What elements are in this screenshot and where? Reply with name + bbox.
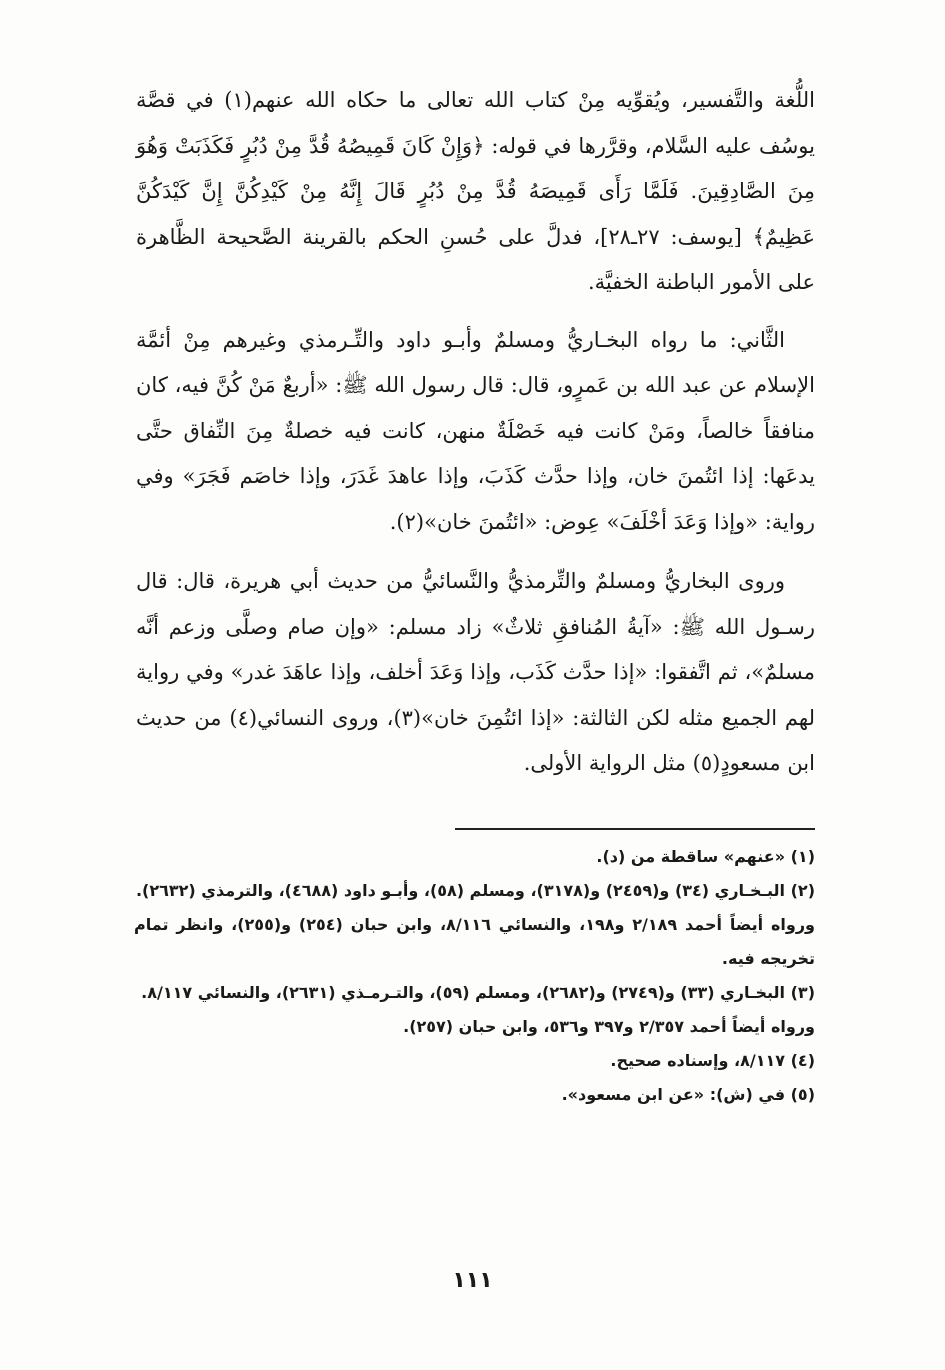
- paragraph-3: وروى البخاريُّ ومسلمٌ والتِّرمذيُّ والنَّسائيُّ من حديث أبي هريرة، قال: قال رسـول الله ﷺ: «آيةُ المُنافقِ ثلاثٌ» زاد مسلم: «وإن صام وصلَّى وزعم أنَّه مسلمٌ»، ثم اتَّفقوا: «إذا حدَّث كَذَب، وإذا وَعَدَ أخلف، وإذا عاهَدَ غدر» وفي رواية لهم الجميع مثله لكن الثالثة: «إذا ائتُمِنَ خان»(٣)، وروى النسائي(٤) من حديث ابن مسعودٍ(٥) مثل الرواية الأولى.: [136, 569, 815, 775]
- footnotes: [134, 840, 815, 1112]
- main-text: [136, 78, 815, 787]
- footnote-3: (٣) البخـاري (٣٣) و(٢٧٤٩) و(٢٦٨٢)، ومسلم (٥٩)، والتـرمـذي (٢٦٣١)، والنسائي ٨/١١٧.: [141, 983, 815, 1002]
- footnote-3-continued: ورواه أيضاً أحمد ٢/٣٥٧ و٣٩٧ و٥٣٦، وابن حبان (٢٥٧).: [403, 1017, 815, 1036]
- footnote-2: (٢) البـخـاري (٣٤) و(٢٤٥٩) و(٣١٧٨)، ومسلم (٥٨)، وأبـو داود (٤٦٨٨)، والترمذي (٢٦٣٢).: [135, 881, 815, 900]
- paragraph-2: الثَّاني: ما رواه البخـاريُّ ومسلمٌ وأبـو داود والتِّـرمذي وغيرهم مِنْ أئمَّة الإسلام عن عبد الله بن عَمرٍو، قال: قال رسول الله ﷺ: «أربعٌ مَنْ كُنَّ فيه، كان منافقاً خالصاً، ومَنْ كانت فيه خَصْلَةٌ منهن، كانت فيه خصلةٌ مِنَ النِّفاق حتَّى يدعَها: إذا ائتُمنَ خان، وإذا حدَّث كَذَبَ، وإذا عاهدَ غَدَرَ، وإذا خاصَم فَجَرَ» وفي رواية: «وإذا وَعَدَ أخْلَفَ» عِوض: «ائتُمنَ خان»(٢).: [136, 327, 815, 534]
- footnote-5: (٥) في (ش): «عن ابن مسعود».: [561, 1085, 815, 1104]
- footnote-separator: [455, 828, 815, 830]
- paragraph-1: اللُّغة والتَّفسير، ويُقوِّيه مِنْ كتاب الله تعالى ما حكاه الله عنهم(١) في قصَّة يوسُف عليه السَّلام، وقرَّرها في قوله: ﴿وَإِنْ كَانَ قَمِيصُهُ قُدَّ مِنْ دُبُرٍ فَكَذَبَتْ وَهُوَ مِنَ الصَّادِقِينَ. فَلَمَّا رَأَى قَمِيصَهُ قُدَّ مِنْ دُبُرٍ قَالَ إِنَّهُ مِنْ كَيْدِكُنَّ إِنَّ كَيْدَكُنَّ عَظِيمٌ﴾ [يوسف: ٢٧ـ٢٨]، فدلَّ على حُسنِ الحكم بالقرينة الصَّحيحة الظَّاهرة على الأمور الباطنة الخفيَّة.: [136, 88, 815, 294]
- footnote-2-continued: ورواه أيضاً أحمد ٢/١٨٩ و١٩٨، والنسائي ٨/١١٦، وابن حبان (٢٥٤) و(٢٥٥)، وانظر تمام تخريجه فيه.: [134, 915, 816, 968]
- page-number: ١١١: [452, 1268, 493, 1293]
- footnote-4: (٤) ٨/١١٧، وإسناده صحيح.: [610, 1051, 815, 1070]
- footnote-1: (١) «عنهم» ساقطة من (د).: [596, 847, 815, 866]
